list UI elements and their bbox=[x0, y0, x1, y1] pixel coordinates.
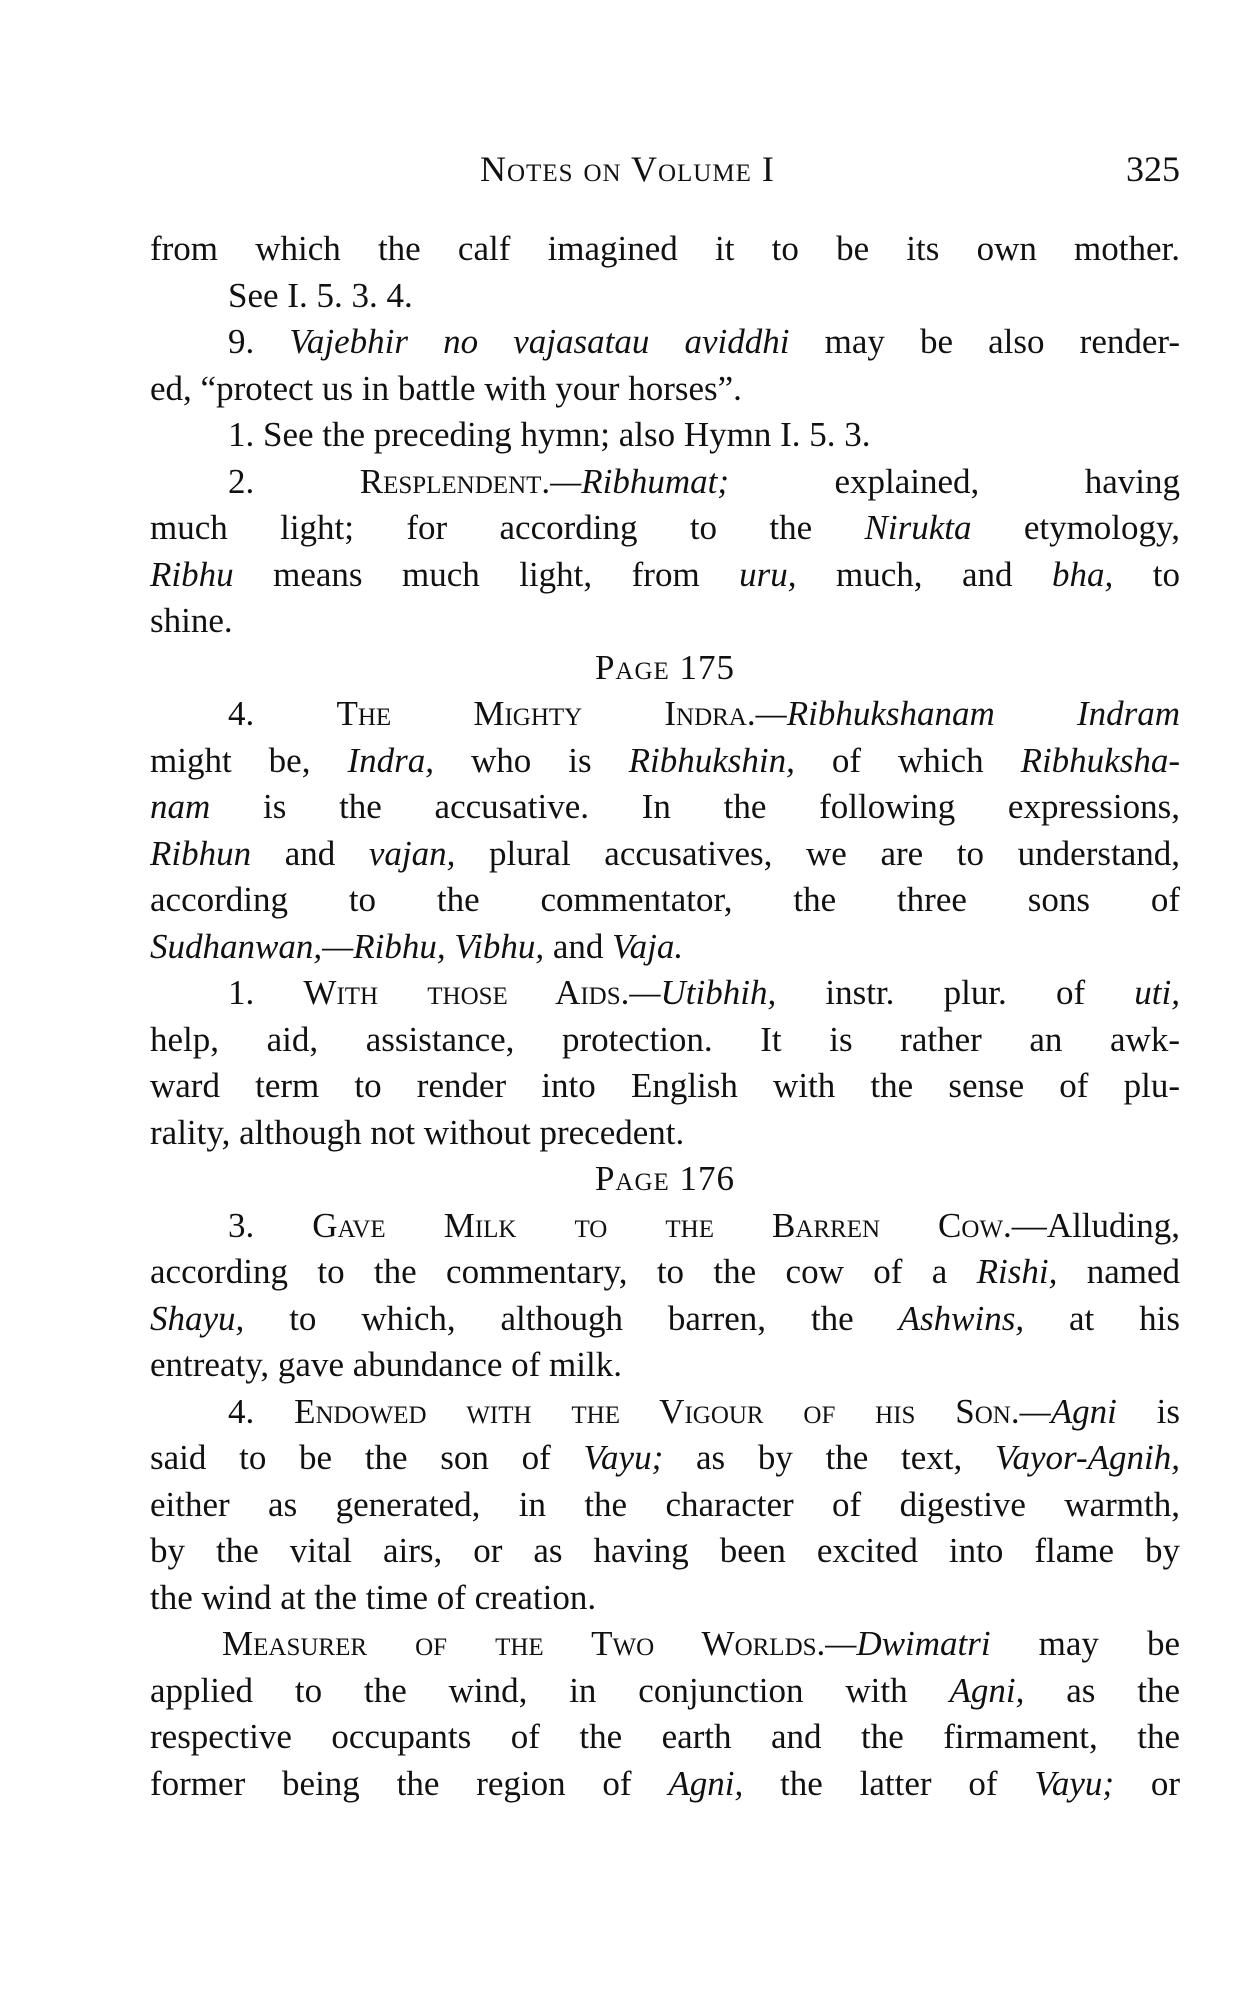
text-segment: as by the text, bbox=[663, 1438, 996, 1477]
italic-term: Agni, bbox=[949, 1670, 1025, 1710]
text-segment: much, and bbox=[796, 554, 1053, 594]
text-line bbox=[150, 1528, 1180, 1575]
text-segment: See I. 5. 3. 4. bbox=[228, 275, 413, 315]
italic-term: Ashwins, bbox=[898, 1298, 1025, 1338]
small-caps-heading: Measurer of the Two Worlds. bbox=[222, 1624, 826, 1663]
text-segment: applied to the wind, in conjunction with bbox=[150, 1670, 950, 1710]
text-segment: explained, having bbox=[729, 461, 1181, 501]
italic-term: Indra, bbox=[347, 740, 434, 780]
text-segment: much light; for according to the bbox=[150, 508, 865, 547]
text-line bbox=[150, 1714, 1180, 1761]
section-heading bbox=[150, 645, 1180, 692]
text-segment: 9. bbox=[228, 322, 290, 361]
text-segment: or bbox=[1114, 1763, 1181, 1803]
text-segment: is the accusative. In the following expressions, bbox=[210, 787, 1180, 826]
text-segment: Page 176 bbox=[594, 1159, 736, 1198]
text-segment: ward term to render into English with the sense of plu- bbox=[150, 1066, 1180, 1105]
text-line bbox=[150, 1482, 1180, 1529]
page-body bbox=[150, 226, 1180, 1807]
small-caps-heading: Resplendent. bbox=[359, 461, 551, 501]
text-segment: to bbox=[1113, 554, 1180, 594]
text-segment: may be bbox=[990, 1624, 1181, 1663]
text-segment: entreaty, gave abundance of milk. bbox=[150, 1345, 622, 1384]
running-header bbox=[150, 148, 1180, 196]
text-line bbox=[150, 552, 1180, 599]
small-caps-heading: With those Aids. bbox=[303, 973, 630, 1012]
text-line bbox=[150, 226, 1180, 273]
text-line bbox=[150, 505, 1180, 552]
text-line bbox=[150, 459, 1180, 506]
text-segment: 2. bbox=[228, 461, 360, 501]
text-segment: either as generated, in the character of digestive warmth, bbox=[150, 1484, 1180, 1524]
italic-term: Vayu; bbox=[583, 1438, 664, 1477]
italic-term: Vayor-Agnih, bbox=[995, 1438, 1180, 1477]
italic-term: —Ribhukshanam Indram bbox=[755, 694, 1181, 733]
text-line bbox=[150, 1063, 1180, 1110]
text-line bbox=[150, 1668, 1180, 1715]
text-segment: shine. bbox=[150, 601, 233, 640]
italic-term: Shayu, bbox=[150, 1298, 245, 1338]
text-segment: 3. bbox=[228, 1205, 313, 1245]
italic-term: —Agni bbox=[1019, 1391, 1117, 1431]
small-caps-heading: The Mighty Indra. bbox=[336, 694, 756, 733]
text-segment: 4. bbox=[228, 1391, 295, 1431]
text-segment: rality, although not without precedent. bbox=[150, 1112, 685, 1152]
text-line bbox=[150, 784, 1180, 831]
text-line bbox=[150, 831, 1180, 878]
text-line bbox=[150, 1017, 1180, 1064]
text-line bbox=[150, 1761, 1180, 1808]
text-segment: who is bbox=[434, 740, 629, 780]
italic-term: Vayu; bbox=[1034, 1763, 1115, 1803]
text-segment: 1. See the preceding hymn; also Hymn I. 5. 3. bbox=[228, 415, 871, 454]
text-line bbox=[150, 412, 1180, 459]
text-line bbox=[150, 1342, 1180, 1389]
text-segment: 1. bbox=[228, 973, 304, 1012]
text-segment: the latter of bbox=[743, 1763, 1035, 1803]
italic-term: Ribhukshin, bbox=[628, 740, 795, 780]
text-line bbox=[150, 1110, 1180, 1157]
italic-term: Ribhuksha- bbox=[1020, 740, 1180, 780]
text-segment: by the vital airs, or as having been excited into flame by bbox=[150, 1531, 1180, 1570]
italic-term: Ribhun bbox=[150, 833, 252, 873]
text-segment: from which the calf imagined it to be its own mother. bbox=[150, 229, 1180, 268]
text-line bbox=[150, 1249, 1180, 1296]
italic-term: Agni, bbox=[668, 1763, 744, 1803]
section-heading bbox=[150, 1156, 1180, 1203]
text-segment: named bbox=[1057, 1252, 1181, 1291]
text-line bbox=[150, 1621, 1180, 1668]
text-segment: according to the commentary, to the cow of a bbox=[150, 1252, 977, 1291]
italic-term: Vajebhir no vajasatau aviddhi bbox=[289, 322, 790, 361]
italic-term: —Utibhih, bbox=[629, 973, 777, 1012]
text-segment: help, aid, assistance, protection. It is rather an awk- bbox=[150, 1019, 1180, 1059]
text-line bbox=[150, 1296, 1180, 1343]
header-title: Notes on Volume I bbox=[480, 149, 775, 189]
text-line bbox=[150, 924, 1180, 971]
italic-term: nam bbox=[150, 787, 211, 826]
text-segment: former being the region of bbox=[150, 1763, 669, 1803]
text-segment: plural accusatives, we are to understand, bbox=[455, 833, 1180, 873]
italic-term: Rishi, bbox=[976, 1252, 1058, 1291]
italic-term: bha, bbox=[1052, 554, 1114, 594]
text-line bbox=[150, 366, 1180, 413]
italic-term: —Ribhumat; bbox=[550, 461, 730, 501]
text-segment: and bbox=[544, 926, 613, 966]
text-segment: respective occupants of the earth and the firmament, the bbox=[150, 1717, 1180, 1756]
italic-term: Ribhu bbox=[150, 554, 234, 594]
text-segment: 4. bbox=[228, 694, 337, 733]
italic-term: uti, bbox=[1134, 973, 1180, 1012]
text-segment: said to be the son of bbox=[150, 1438, 584, 1477]
text-line bbox=[150, 273, 1180, 320]
text-segment: is bbox=[1116, 1391, 1180, 1431]
text-line bbox=[150, 877, 1180, 924]
text-segment: instr. plur. of bbox=[776, 973, 1135, 1012]
italic-term: —Dwimatri bbox=[825, 1624, 991, 1663]
small-caps-heading: Gave Milk to the Barren Cow. bbox=[312, 1205, 1012, 1245]
text-segment: to which, although barren, the bbox=[244, 1298, 899, 1338]
italic-term: Nirukta bbox=[864, 508, 972, 547]
text-segment: and bbox=[251, 833, 369, 873]
text-segment: of which bbox=[794, 740, 1021, 780]
small-caps-heading: Endowed with the Vigour of his Son. bbox=[294, 1391, 1020, 1431]
text-line bbox=[150, 319, 1180, 366]
page-number: 325 bbox=[1126, 149, 1180, 189]
text-segment: —Alluding, bbox=[1011, 1205, 1180, 1245]
text-segment: at his bbox=[1024, 1298, 1180, 1338]
text-line bbox=[150, 691, 1180, 738]
text-segment: according to the commentator, the three sons of bbox=[150, 880, 1180, 919]
italic-term: Sudhanwan,—Ribhu, Vibhu, bbox=[150, 926, 545, 966]
text-line bbox=[150, 738, 1180, 785]
text-line bbox=[150, 970, 1180, 1017]
italic-term: uru, bbox=[739, 554, 797, 594]
text-line bbox=[150, 1575, 1180, 1622]
italic-term: vajan, bbox=[368, 833, 456, 873]
text-line bbox=[150, 598, 1180, 645]
text-segment: ed, “protect us in battle with your horses”. bbox=[150, 368, 742, 408]
text-segment: the wind at the time of creation. bbox=[150, 1577, 597, 1617]
text-segment: Page 175 bbox=[594, 647, 736, 687]
text-segment: may be also render- bbox=[789, 322, 1180, 361]
text-line bbox=[150, 1203, 1180, 1250]
text-line bbox=[150, 1435, 1180, 1482]
text-segment: etymology, bbox=[971, 508, 1180, 547]
text-segment: as the bbox=[1024, 1670, 1180, 1710]
text-line bbox=[150, 1389, 1180, 1436]
text-segment: means much light, from bbox=[233, 554, 740, 594]
text-segment: might be, bbox=[150, 740, 348, 780]
italic-term: Vaja. bbox=[612, 926, 684, 966]
